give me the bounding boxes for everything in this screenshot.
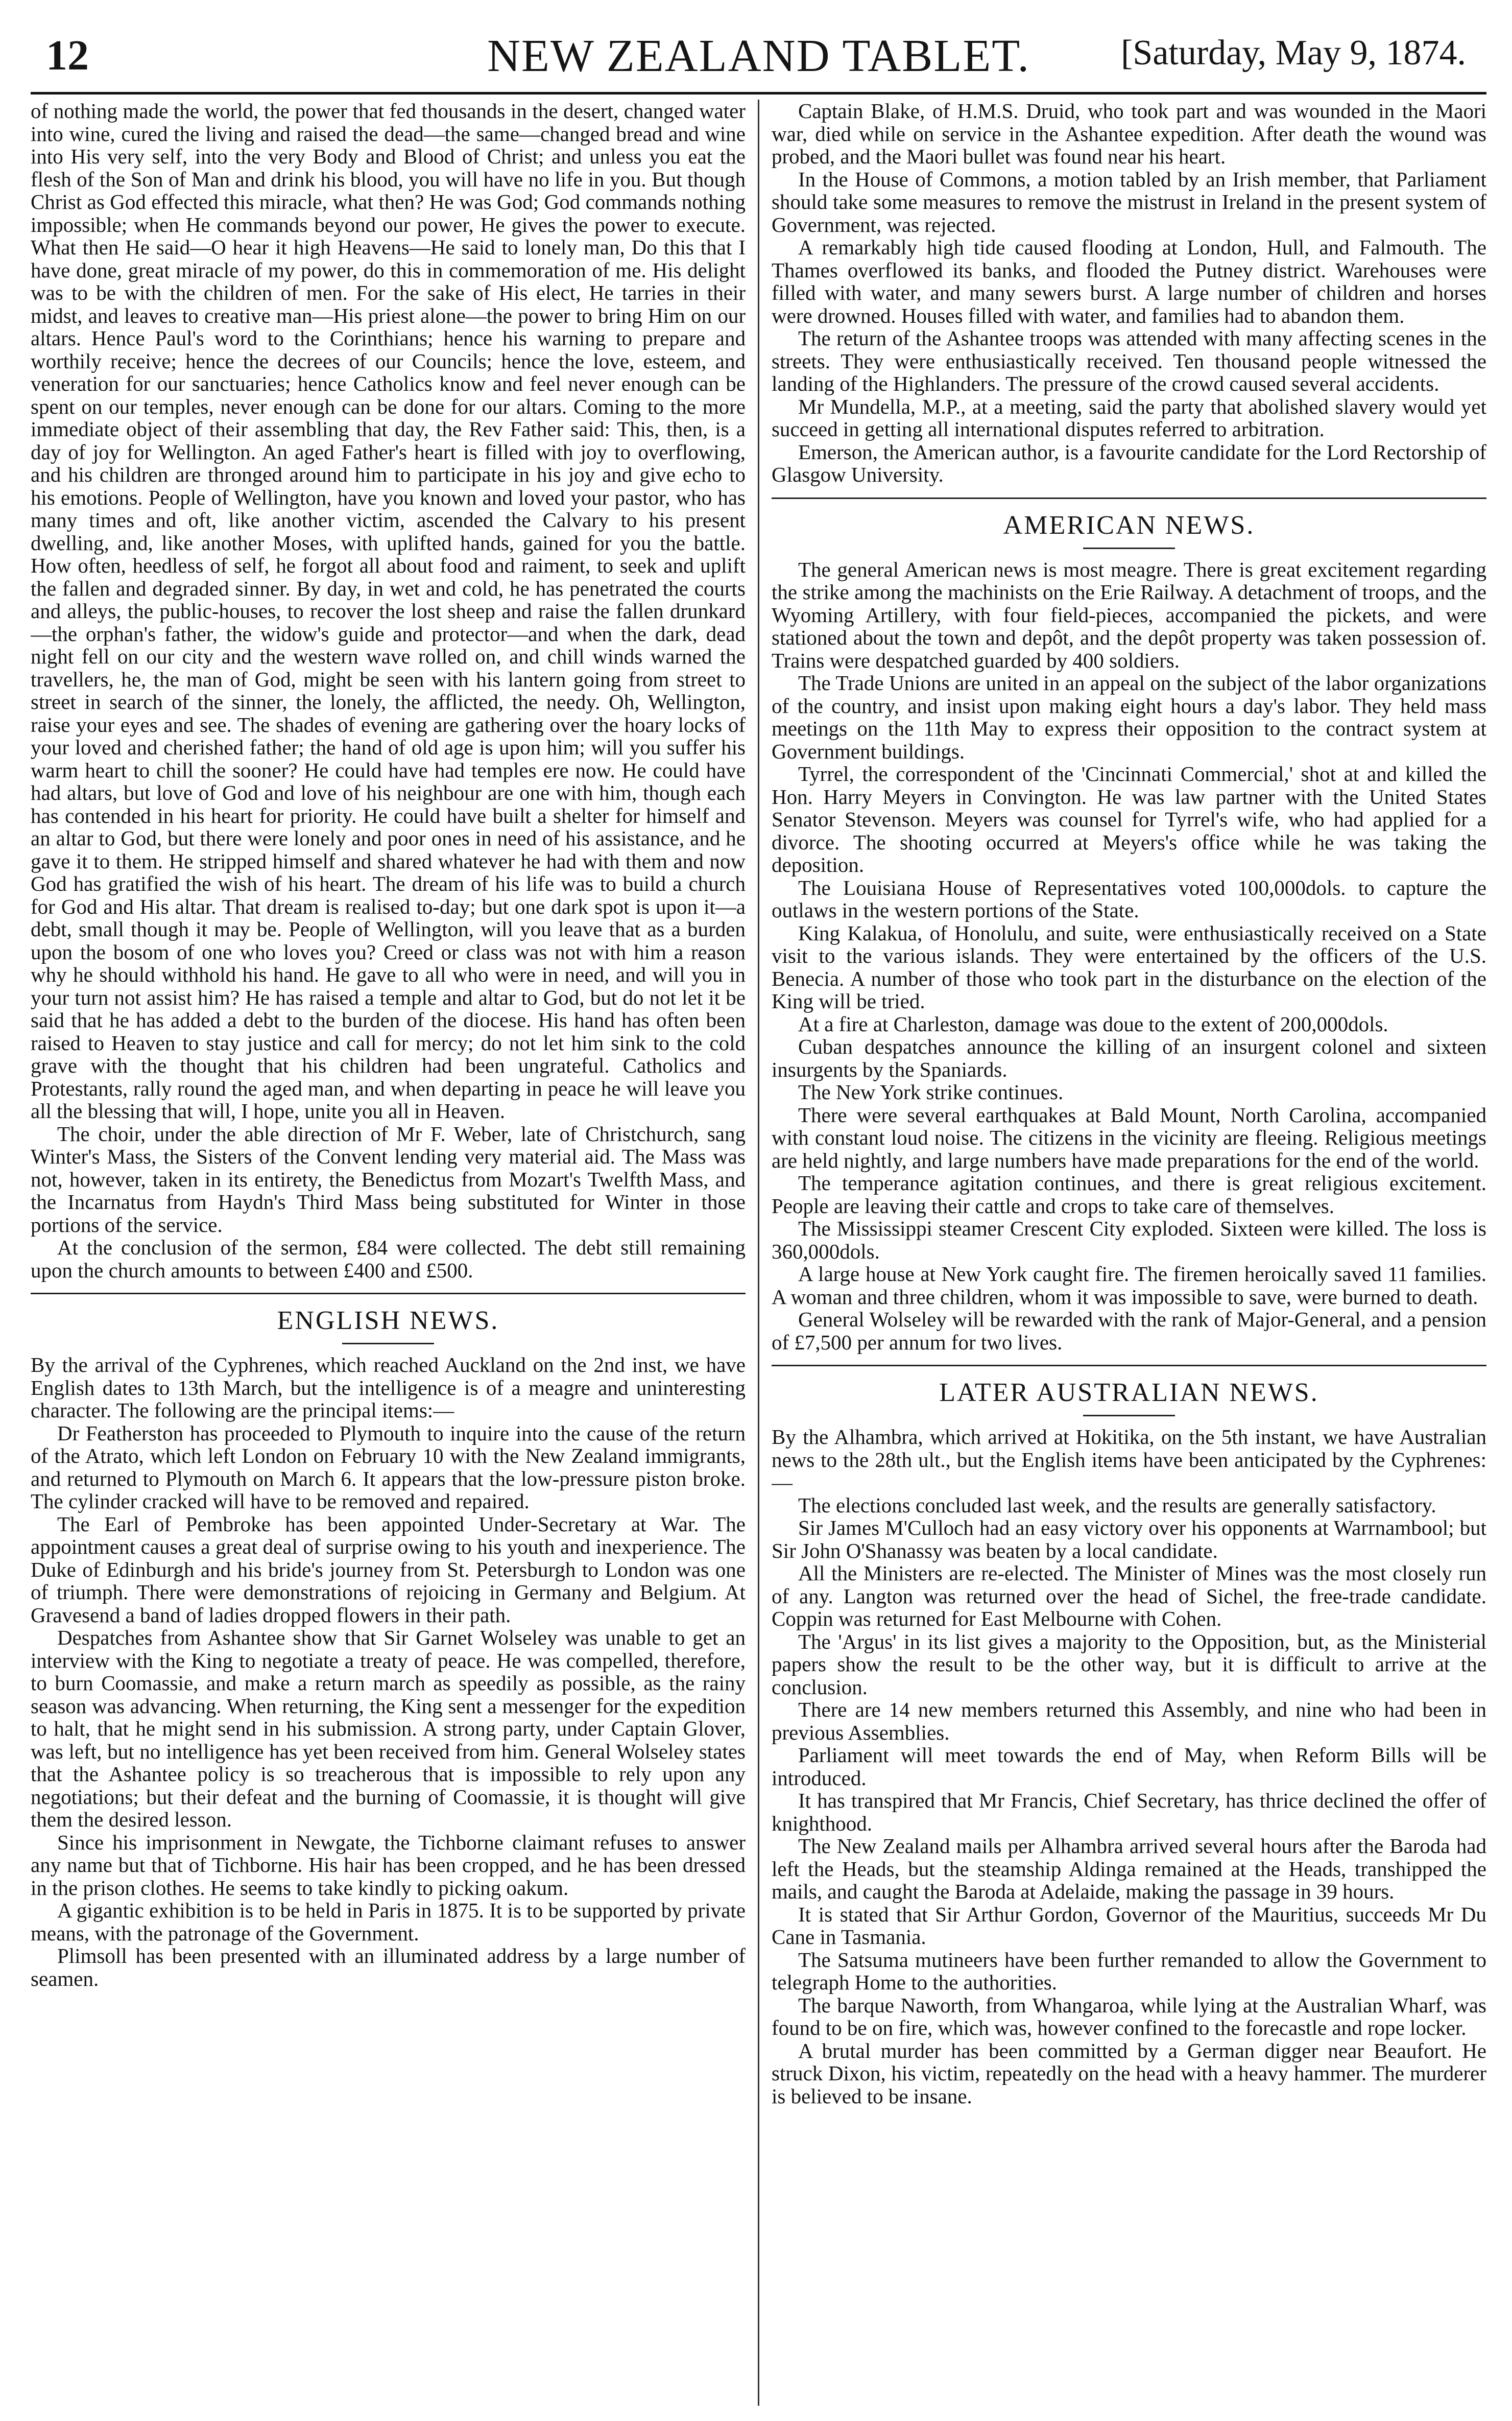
article-paragraph: Sir James M'Culloch had an easy victory over his opponents at Warrnambool; but Sir John O'Shanassy was beaten by a local candidate. <box>772 1516 1486 1562</box>
article-paragraph: The New Zealand mails per Alhambra arrived several hours after the Baroda had left the Heads, but the steamship Aldinga remained at the Heads, transhipped the mails, and caught the Baroda at Adelaide, making the passage in 39 hours. <box>772 1834 1486 1903</box>
article-paragraph: King Kalakua, of Honolulu, and suite, were enthusiastically received on a State visit to the various islands. They were entertained by the officers of the U.S. Benecia. A number of those who took part in the disturbance on the election of the King will be tried. <box>772 921 1486 1013</box>
article-paragraph: Plimsoll has been presented with an illuminated address by a large number of seamen. <box>31 1944 746 1990</box>
collection-paragraph: At the conclusion of the sermon, £84 were collected. The debt still remaining upon the church amounts to between £400 and £500. <box>31 1236 746 1282</box>
column-rule <box>758 100 759 2406</box>
article-paragraph: Tyrrel, the correspondent of the 'Cincinnati Commercial,' shot at and killed the Hon. Harry Meyers in Convington. He was law partner with the United States Senator Stevenson. Meyers was counsel for Tyrrel's wife, who had applied for a divorce. The shooting occurred at Meyers's office while he was taking the deposition. <box>772 762 1486 876</box>
article-paragraph: The general American news is most meagre. There is great excitement regarding the strike among the machinists on the Erie Railway. A detachment of troops, and the Wyoming Artillery, with four field-pieces, accompanied the pickets, and were stationed about the town and depôt, and the depôt property was taken possession of. Trains were despatched guarded by 400 soldiers. <box>772 557 1486 672</box>
article-paragraph: Since his imprisonment in Newgate, the Tichborne claimant refuses to answer any name but that of Tichborne. His hair has been cropped, and he has been dressed in the prison clothes. He seems to take kindly to picking oakum. <box>31 1830 746 1900</box>
american-news-heading: AMERICAN NEWS. <box>772 497 1486 540</box>
article-paragraph: Mr Mundella, M.P., at a meeting, said the party that abolished slavery would yet succeed in getting all international disputes referred to arbitration. <box>772 394 1486 441</box>
article-paragraph: A remarkably high tide caused flooding at London, Hull, and Falmouth. The Thames overflowed its banks, and flooded the Putney district. Warehouses were filled with water, and many sewers burst. A large number of children and horses were drowned. Houses filled with water, and families had to abandon them. <box>772 235 1486 327</box>
article-paragraph: The New York strike continues. <box>798 1080 1064 1104</box>
article-paragraph: The Louisiana House of Representatives voted 100,000dols. to capture the outlaws in the western portions of the State. <box>772 875 1486 922</box>
article-paragraph: The return of the Ashantee troops was attended with many affecting scenes in the streets. They were enthusiastically received. Ten thousand people witnessed the landing of the Highlanders. The pressure of the crowd caused several accidents. <box>772 326 1486 395</box>
newspaper-title: NEW ZEALAND TABLET. <box>487 31 1030 81</box>
article-paragraph: There were several earthquakes at Bald Mount, North Carolina, accompanied with constant loud noise. The citizens in the vicinity are fleeing. Religious meetings are held nightly, and large numbers have made preparations for the end of the world. <box>772 1103 1486 1172</box>
column-container <box>31 100 1486 2406</box>
article-paragraph: By the arrival of the Cyphrenes, which reached Auckland on the 2nd inst, we have English dates to 13th March, but the intelligence is of a meagre and uninteresting character. The following are the principal items:— <box>31 1353 746 1422</box>
australian-news-heading: LATER AUSTRALIAN NEWS. <box>772 1365 1486 1408</box>
article-paragraph: There are 14 new members returned this Assembly, and nine who had been in previous Assemblies. <box>772 1698 1486 1744</box>
article-paragraph: The Mississippi steamer Crescent City exploded. Sixteen were killed. The loss is 360,000dols. <box>772 1217 1486 1263</box>
article-paragraph: The temperance agitation continues, and there is great religious excitement. People are leaving their cattle and crops to take care of themselves. <box>772 1171 1486 1218</box>
heading-divider <box>342 1343 434 1344</box>
choir-paragraph: The choir, under the able direction of Mr F. Weber, late of Christchurch, sang Winter's Mass, the Sisters of the Convent lending very material aid. The Mass was not, however, taken in its entirety, the Benedictus from Mozart's Twelfth Mass, and the Incarnatus from Haydn's Third Mass being substituted for Winter in those portions of the service. <box>31 1122 746 1237</box>
article-paragraph: All the Ministers are re-elected. The Minister of Mines was the most closely run of any. Langton was returned over the head of Sichel, the free-trade candidate. Coppin was returned for East Melbourne with Cohen. <box>772 1561 1486 1630</box>
article-paragraph: The elections concluded last week, and the results are generally satisfactory. <box>798 1493 1436 1517</box>
issue-date: [Saturday, May 9, 1874. <box>1121 33 1466 73</box>
article-paragraph: The barque Naworth, from Whangaroa, while lying at the Australian Wharf, was found to be on fire, which was, however confined to the forecastle and rope locker. <box>772 1993 1486 2039</box>
heading-divider <box>1083 548 1175 549</box>
article-paragraph: Dr Featherston has proceeded to Plymouth to inquire into the cause of the return of the Atrato, which left London on February 10 with the New Zealand immigrants, and returned to Plymouth on March 6. It appears that the low-pressure piston broke. The cylinder cracked will have to be removed and repaired. <box>31 1421 746 1513</box>
article-paragraph: By the Alhambra, which arrived at Hokitika, on the 5th instant, we have Australian news to the 28th ult., but the English items have been anticipated by the Cyphrenes:— <box>772 1425 1486 1494</box>
article-paragraph: It is stated that Sir Arthur Gordon, Governor of the Mauritius, succeeds Mr Du Cane in Tasmania. <box>772 1902 1486 1949</box>
article-paragraph: At a fire at Charleston, damage was doue to the extent of 200,000dols. <box>798 1012 1388 1036</box>
article-paragraph: The 'Argus' in its list gives a majority to the Opposition, but, as the Ministerial papers show the result to be the other way, but it is difficult to arrive at the conclusion. <box>772 1629 1486 1699</box>
article-paragraph: A gigantic exhibition is to be held in Paris in 1875. It is to be supported by private means, with the patronage of the Government. <box>31 1898 746 1945</box>
newspaper-page <box>31 15 1486 2406</box>
right-column <box>772 100 1486 2406</box>
masthead <box>31 15 1486 94</box>
english-news-heading: ENGLISH NEWS. <box>31 1293 746 1336</box>
article-paragraph: It has transpired that Mr Francis, Chief Secretary, has thrice declined the offer of knighthood. <box>772 1789 1486 1835</box>
article-paragraph: Parliament will meet towards the end of May, when Reform Bills will be introduced. <box>772 1743 1486 1790</box>
page-number: 12 <box>46 32 89 79</box>
article-paragraph: The Satsuma mutineers have been further remanded to allow the Government to telegraph Home to the authorities. <box>772 1948 1486 1994</box>
article-paragraph: General Wolseley will be rewarded with the rank of Major-General, and a pension of £7,500 per annum for two lives. <box>772 1308 1486 1354</box>
article-paragraph: The Trade Unions are united in an appeal on the subject of the labor organizations of the country, and insist upon making eight hours a day's labor. They held mass meetings on the 11th May to express their opposition to the contract system at Government buildings. <box>772 671 1486 763</box>
article-paragraph: A brutal murder has been committed by a German digger near Beaufort. He struck Dixon, his victim, repeatedly on the head with a heavy hammer. The murderer is believed to be insane. <box>772 2038 1486 2108</box>
article-paragraph: The Earl of Pembroke has been appointed Under-Secretary at War. The appointment causes a great deal of surprise owing to his youth and inexperience. The Duke of Edinburgh and his bride's journey from St. Petersburgh to London was one of triumph. There were demonstrations of rejoicing in Germany and Belgium. At Gravesend a band of ladies dropped flowers in their path. <box>31 1512 746 1627</box>
article-paragraph: Cuban despatches announce the killing of an insurgent colonel and sixteen insurgents by the Spaniards. <box>772 1035 1486 1081</box>
article-paragraph: Emerson, the American author, is a favourite candidate for the Lord Rectorship of Glasgow University. <box>772 440 1486 486</box>
article-paragraph: Despatches from Ashantee show that Sir Garnet Wolseley was unable to get an interview with the King to negotiate a treaty of peace. He was compelled, therefore, to burn Coomassie, and make a return march as speedily as possible, as the rainy season was advancing. When returning, the King sent a messenger for the expedition to halt, that he might send in his submission. A strong party, under Captain Glover, was left, but no intelligence has yet been received from him. General Wolseley states that the Ashantee policy is so treacherous that is impossible to rely upon any negotiations; but their defeat and the burning of Coomassie, it is thought will give them the desired lesson. <box>31 1626 746 1831</box>
sermon-paragraph: of nothing made the world, the power that fed thousands in the desert, changed water into wine, cured the living and raised the dead—the same—changed bread and wine into His very self, into the very Body and Blood of Christ; and unless you eat the flesh of the Son of Man and drink his blood, you will have no life in you. But though Christ as God effected this miracle, what then? He was God; God commands nothing impossible; when He commands beyond our power, He gives the power to execute. What then He said—O hear it high Heavens—He said to lonely man, Do this that I have done, great miracle of my power, do this in commemoration of me. His delight was to be with the children of men. For the sake of His elect, He tarries in their midst, and leaves to creative man—His priest alone—the power to bring Him on our altars. Hence Paul's word to the Corinthians; hence his warning to prepare and worthily receive; hence the decrees of our Councils; hence the love, esteem, and veneration for our sanctuaries; hence Catholics know and feel never enough can be spent on our temples, never enough can be done for our altars. Coming to the more immediate object of their assembling that day, the Rev Father said: This, then, is a day of joy for Wellington. An aged Father's heart is filled with joy to overflowing, and his children are thronged around him to participate in his joy and give echo to his emotions. People of Wellington, have you known and loved your pastor, who has many times and oft, like another victim, ascended the Calvary to his present dwelling, and, like another Moses, with uplifted hands, gained for you the battle. How often, heedless of self, he forgot all about food and raiment, to seek and uplift the fallen and degraded sinner. By day, in wet and cold, he has penetrated the courts and alleys, the public-houses, to recover the lost sheep and raise the fallen drunkard—the orphan's father, the widow's guide and protector—and when the dark, dead night fell on our city and the western wave rolled on, and chill winds warned the travellers, he, the man of God, might be seen with his lantern going from street to street in search of the sinner, the lonely, the afflicted, the needy. Oh, Wellington, raise your eyes and see. The shades of evening are gathering over the hoary locks of your loved and cherished father; the hand of old age is upon him; will you suffer his warm heart to chill the sooner? He could have had temples ere now. He could have had altars, but love of God and love of his neighbour are one with him, though each has contended in his heart for priority. He could have built a shelter for himself and an altar to God, but there were lonely and poor ones in need of his assistance, and he gave it to them. He stripped himself and shared whatever he had with them and now God has gratified the wish of his heart. The dream of his life was to build a church for God and His altar. That dream is realised to-day; but one dark spot is upon it—a debt, small though it may be. People of Wellington, will you leave that as a burden upon the bosom of one who loves you? Creed or class was not with him a reason why he should withhold his hand. He gave to all who were in need, and will you in your turn not assist him? He has raised a temple and altar to God, but do not let it be said that he has added a debt to the burden of the diocese. His hand has often been raised to Heaven to stay justice and call for mercy; do not let him sink to the cold grave with the thought that his children had been ungrateful. Catholics and Protestants, rally round the aged man, and when departing in peace he will leave you all the blessing that will, I hope, unite you all in Heaven. <box>31 100 746 1123</box>
article-paragraph: Captain Blake, of H.M.S. Druid, who took part and was wounded in the Maori war, died while on service in the Ashantee expedition. After death the wound was probed, and the Maori bullet was found near his heart. <box>772 100 1486 168</box>
article-paragraph: In the House of Commons, a motion tabled by an Irish member, that Parliament should take some measures to remove the mistrust in Ireland in the present system of Government, was rejected. <box>772 167 1486 236</box>
article-paragraph: A large house at New York caught fire. The firemen heroically saved 11 families. A woman and three children, whom it was impossible to save, were burned to death. <box>772 1262 1486 1309</box>
left-column <box>31 100 746 2406</box>
heading-divider <box>1083 1415 1175 1416</box>
